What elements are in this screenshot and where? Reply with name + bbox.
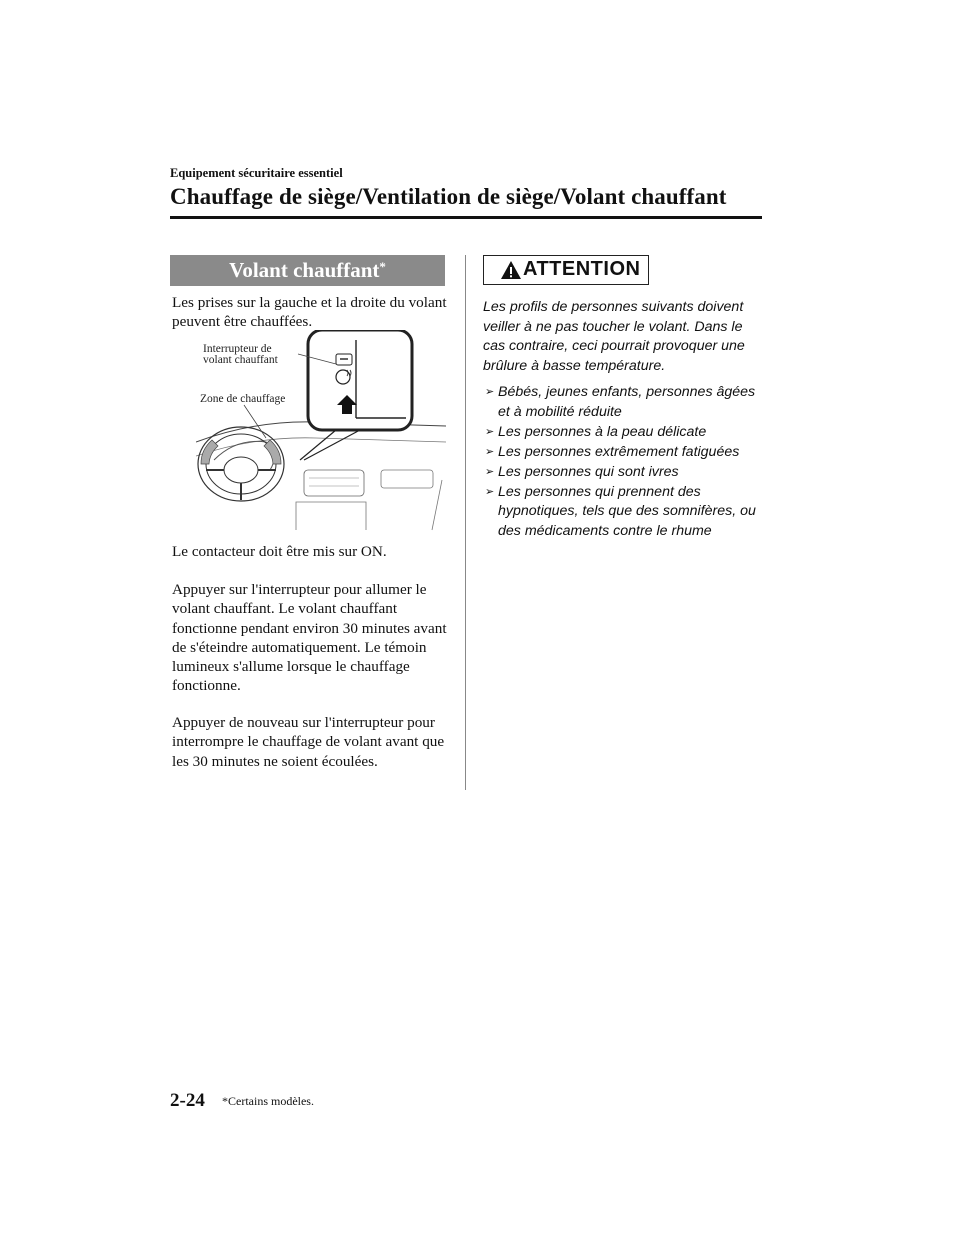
- stop-paragraph: Appuyer de nouveau sur l'interrupteur pour interrompre le chauffage de volant avant que les 30 minutes ne soient écoulées.: [172, 714, 445, 770]
- attention-text: Les profils de personnes suivants doivent veiller à ne pas toucher le volant. Dans le cas contraire, ceci pourrait provoquer une brûlure à basse température.: [483, 299, 745, 374]
- zoom-line-left: [300, 430, 336, 460]
- page-title: Chauffage de siège/Ventilation de siège/Volant chauffant: [170, 184, 727, 209]
- switch-label-line1: Interrupteur de: [203, 343, 272, 355]
- section-asterisk: *: [379, 259, 386, 274]
- column-divider: [465, 255, 466, 790]
- section-title: Volant chauffant: [229, 258, 380, 282]
- dashboard-outline-inner: [196, 438, 446, 456]
- intro-paragraph: Les prises sur la gauche et la droite du volant peuvent être chauffées.: [172, 294, 447, 331]
- steering-wheel-figure: [196, 330, 446, 532]
- console-outline: [296, 502, 366, 530]
- section-banner: [170, 255, 445, 286]
- warning-triangle-icon: [500, 260, 522, 280]
- arrow-icon: ➢: [485, 386, 495, 398]
- list-item: ➢ Les personnes à la peau délicate: [485, 423, 765, 443]
- heated-zone-right: [264, 440, 281, 464]
- attention-list: [485, 383, 765, 542]
- side-vent: [381, 470, 433, 488]
- attention-title: ATTENTION: [523, 258, 641, 280]
- switch-label-line2: volant chauffant: [203, 354, 278, 366]
- heated-zone-left: [201, 440, 218, 464]
- arrow-icon: ➢: [485, 465, 495, 478]
- list-item: ➢ Les personnes extrêmement fatiguées: [485, 443, 765, 463]
- chapter-title: Equipement sécuritaire essentiel: [170, 166, 343, 180]
- switch-inset: [308, 330, 412, 430]
- title-rule: [170, 216, 762, 219]
- ignition-paragraph: Le contacteur doit être mis sur ON.: [172, 543, 387, 560]
- center-vent: [304, 470, 364, 496]
- list-item: ➢ Les personnes qui sont ivres: [485, 463, 765, 483]
- arrow-icon: ➢: [485, 445, 495, 458]
- list-item: ➢ Les personnes qui prennent des hypnotiques, tels que des somnifères, ou des médicaments contre le rhume: [485, 483, 756, 539]
- steering-hub: [224, 457, 258, 483]
- arrow-icon: ➢: [485, 485, 495, 498]
- list-item: ➢ Bébés, jeunes enfants, personnes âgées et à mobilité réduite: [485, 384, 756, 420]
- zone-leader-line: [244, 405, 266, 438]
- zone-label: Zone de chauffage: [200, 393, 286, 405]
- arrow-icon: ➢: [485, 425, 495, 438]
- operation-paragraph: Appuyer sur l'interrupteur pour allumer le volant chauffant. Le volant chauffant fonctionne pendant environ 30 minutes avant de s'éteindre automatiquement. Le témoin lumineux s'allume lorsque le chauffage fonctionne.: [172, 581, 447, 695]
- page-number: 2-24: [170, 1090, 205, 1111]
- zoom-line-right: [304, 430, 360, 460]
- footnote: *Certains modèles.: [222, 1094, 314, 1108]
